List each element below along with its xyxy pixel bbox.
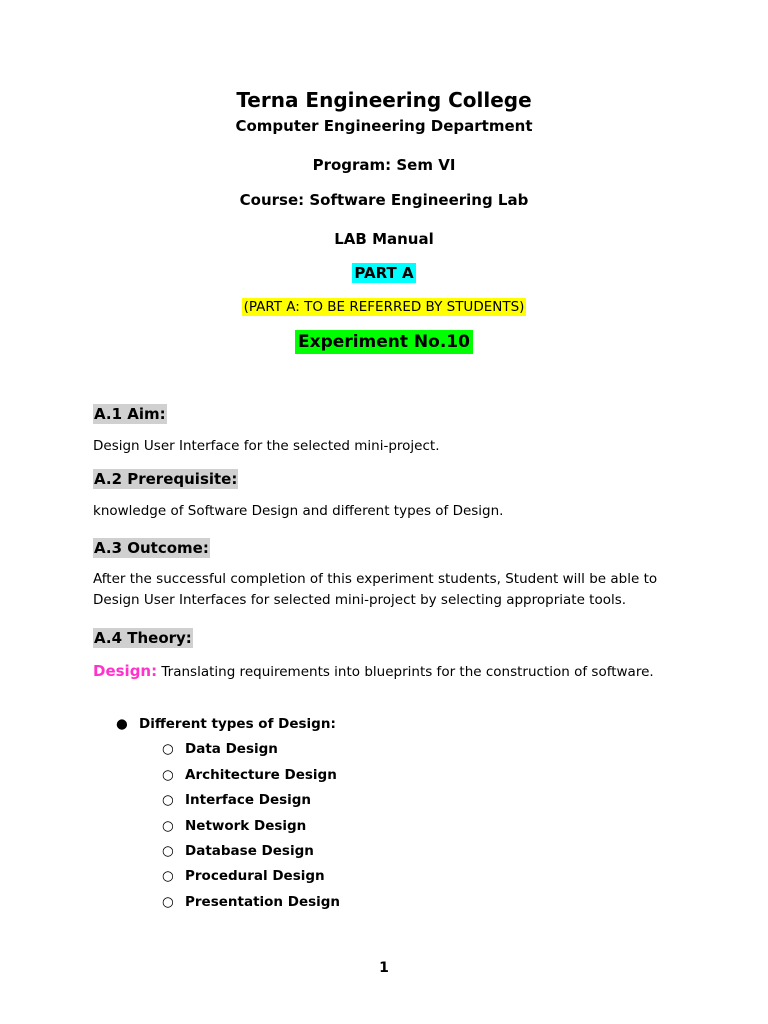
list-item xyxy=(162,843,314,859)
circle-bullet-icon: ○ xyxy=(162,868,174,884)
design-label: Design: xyxy=(93,662,158,680)
list-item-label: Procedural Design xyxy=(185,868,325,884)
outcome-line-2: Design User Interfaces for selected mini-project by selecting appropriate tools. xyxy=(93,592,627,608)
list-item xyxy=(162,741,278,757)
list-item xyxy=(162,818,306,834)
outcome-line-1: After the successful completion of this experiment students, Student will be able to xyxy=(93,571,658,587)
list-item-label: Interface Design xyxy=(185,792,312,808)
part-label: PART A xyxy=(354,264,414,282)
prerequisite-heading: A.2 Prerequisite: xyxy=(94,470,238,488)
list-item xyxy=(162,868,325,884)
aim-text: Design User Interface for the selected mini-project. xyxy=(93,438,440,454)
aim-heading: A.1 Aim: xyxy=(94,405,166,423)
design-definition: Translating requirements into blueprints for the construction of software. xyxy=(157,664,654,680)
circle-bullet-icon: ○ xyxy=(162,741,174,757)
list-item xyxy=(162,894,340,910)
design-types-bullet xyxy=(116,716,336,732)
page-number: 1 xyxy=(379,960,389,976)
design-types-title: Different types of Design: xyxy=(139,716,336,732)
experiment-title: Experiment No.10 xyxy=(295,330,473,354)
bullet-icon: ● xyxy=(116,716,128,732)
circle-bullet-icon: ○ xyxy=(162,818,174,834)
theory-design-line xyxy=(93,661,733,683)
list-item-label: Database Design xyxy=(185,843,314,859)
list-item-label: Presentation Design xyxy=(185,894,341,910)
list-item-label: Data Design xyxy=(185,741,278,757)
list-item-label: Network Design xyxy=(185,818,307,834)
department-name: Computer Engineering Department xyxy=(235,117,533,135)
experiment-title-wrap xyxy=(0,332,768,352)
list-item xyxy=(162,767,337,783)
part-label-wrap xyxy=(0,264,768,282)
college-name: Terna Engineering College xyxy=(236,88,532,112)
list-item xyxy=(162,792,311,808)
manual-label: LAB Manual xyxy=(334,230,434,248)
theory-heading: A.4 Theory: xyxy=(94,629,192,647)
part-note-wrap xyxy=(0,299,768,315)
outcome-heading: A.3 Outcome: xyxy=(94,539,209,557)
outcome-text xyxy=(93,569,693,611)
program-label: Program: Sem VI xyxy=(312,156,456,174)
circle-bullet-icon: ○ xyxy=(162,894,174,910)
circle-bullet-icon: ○ xyxy=(162,767,174,783)
part-note: (PART A: TO BE REFERRED BY STUDENTS) xyxy=(243,299,525,315)
circle-bullet-icon: ○ xyxy=(162,792,174,808)
list-item-label: Architecture Design xyxy=(185,767,337,783)
circle-bullet-icon: ○ xyxy=(162,843,174,859)
prerequisite-text: knowledge of Software Design and different types of Design. xyxy=(93,503,504,519)
course-label: Course: Software Engineering Lab xyxy=(239,191,529,209)
